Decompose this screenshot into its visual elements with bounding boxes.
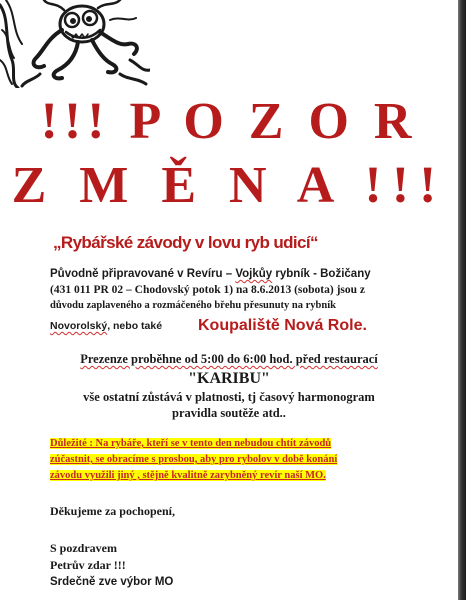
restaurant-name: "KARIBU" <box>188 370 270 387</box>
notice-line: zúčastnit, se obracíme s prosbou, aby pro rybolov v době konání <box>50 454 338 465</box>
registration-line: vše ostatní zůstává v platnosti, tj časový harmonogram <box>83 390 375 404</box>
window-edge <box>458 0 466 600</box>
intro-line: (431 011 PR 02 – Chodovský potok 1) na 8.6.2013 (sobota) jsou z <box>50 284 366 296</box>
notice-line: závodu využili jiný , stějně kvalitně zarybněný revír naší MO. <box>50 470 326 481</box>
important-notice <box>50 436 420 484</box>
headline-change: Z M Ě N A !!! <box>11 157 447 214</box>
goblin-fisherman-logo <box>0 0 150 88</box>
intro-line: důvodu zaplaveného a rozmáčeného břehu přesunuty na rybník <box>50 300 336 311</box>
new-venue-highlight: Koupaliště Nová Role. <box>198 317 367 334</box>
signature-line: Srdečně zve výbor MO <box>50 576 174 588</box>
thanks-line: Děkujeme za pochopení, <box>50 504 175 518</box>
cheer-line: Petrův zdar !!! <box>50 558 126 572</box>
headline-attention: !!! P O Z O R <box>40 93 418 150</box>
intro-last-line: Novorolský, nebo také <box>50 320 163 332</box>
registration-line: Prezenze proběhne od 5:00 do 6:00 hod. před restaurací <box>80 352 378 366</box>
intro-line: Původně připravované v Revíru – Vojkůy rybník - Božičany <box>50 268 371 280</box>
intro-paragraph <box>50 266 450 314</box>
notice-line: Důležité : Na rybáře, kteří se v tento den nebudou chtít závodů <box>50 438 332 449</box>
misspelled-word: Novorolský <box>50 320 108 332</box>
greeting-line: S pozdravem <box>50 541 117 555</box>
registration-line: pravidla soutěže atd.. <box>172 406 286 420</box>
event-title: „Rybářské závody v lovu ryb udicí“ <box>53 233 318 252</box>
misspelled-word: Vojkůy <box>235 268 273 280</box>
